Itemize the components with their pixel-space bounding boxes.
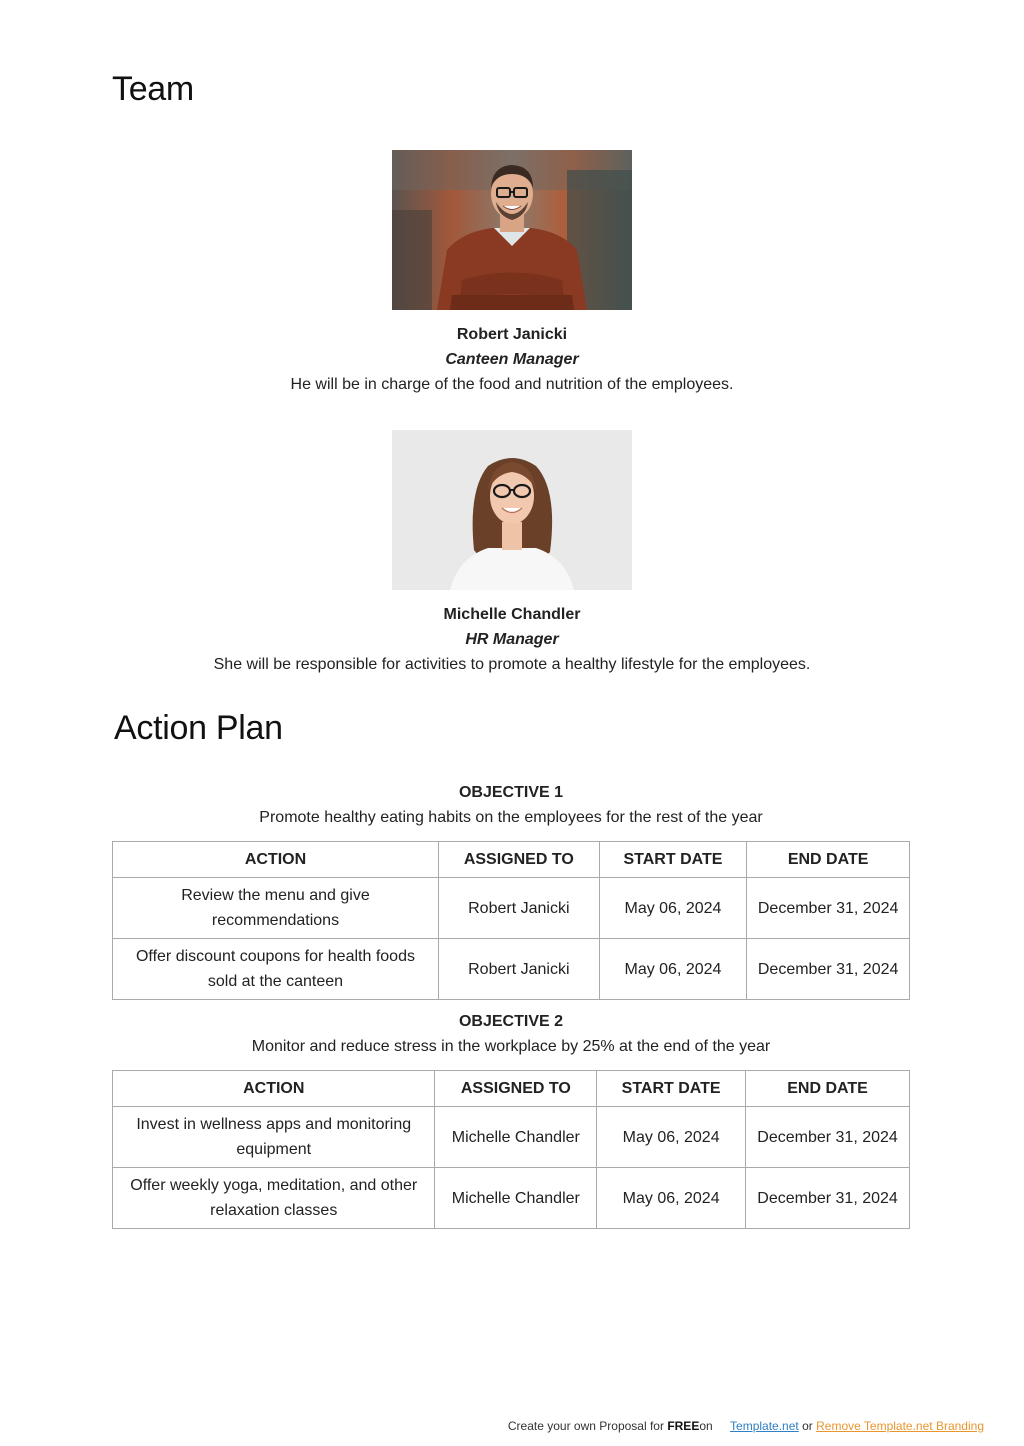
member-name: Robert Janicki [456, 326, 568, 343]
footer-free: FREE [667, 1419, 700, 1433]
member-role: Canteen Manager [445, 351, 579, 368]
objective-description: Promote healthy eating habits on the employees for the rest of the year [259, 809, 763, 826]
cell-end-date: December 31, 2024 [747, 939, 910, 1000]
table-header-row [113, 1071, 910, 1107]
footer-on: on [699, 1419, 713, 1433]
cell-start-date: May 06, 2024 [599, 939, 747, 1000]
header-assigned-to: ASSIGNED TO [438, 842, 599, 878]
member-description: She will be responsible for activities to promote a healthy lifestyle for the employees. [213, 656, 811, 673]
header-action: ACTION [113, 842, 439, 878]
cell-assigned-to: Robert Janicki [438, 939, 599, 1000]
member-photo [392, 150, 632, 310]
template-net-link[interactable]: Template.net [730, 1419, 799, 1433]
table-row [113, 1107, 910, 1168]
action-table [112, 841, 910, 1000]
table-header-row [113, 842, 910, 878]
member-description: He will be in charge of the food and nutrition of the employees. [290, 376, 734, 393]
action-table [112, 1070, 910, 1229]
header-start-date: START DATE [599, 842, 747, 878]
header-end-date: END DATE [746, 1071, 910, 1107]
cell-end-date: December 31, 2024 [746, 1107, 910, 1168]
objective-title: OBJECTIVE 1 [458, 784, 564, 801]
cell-assigned-to: Michelle Chandler [435, 1107, 597, 1168]
cell-start-date: May 06, 2024 [597, 1107, 746, 1168]
cell-action: Invest in wellness apps and monitoring equipment [113, 1107, 435, 1168]
objective-title: OBJECTIVE 2 [458, 1013, 564, 1030]
table-row [113, 939, 910, 1000]
table-row [113, 878, 910, 939]
objective-section [112, 1009, 910, 1229]
objective-section [112, 780, 910, 1000]
header-action: ACTION [113, 1071, 435, 1107]
team-member-card [112, 430, 912, 677]
cell-action: Offer discount coupons for health foods sold at the canteen [113, 939, 439, 1000]
cell-action: Review the menu and give recommendations [113, 878, 439, 939]
member-role: HR Manager [465, 631, 559, 648]
header-start-date: START DATE [597, 1071, 746, 1107]
remove-branding-link[interactable]: Remove Template.net Branding [816, 1419, 984, 1433]
team-member-card [112, 150, 912, 397]
cell-assigned-to: Robert Janicki [438, 878, 599, 939]
footer-or: or [802, 1419, 813, 1433]
objective-description: Monitor and reduce stress in the workplace by 25% at the end of the year [251, 1038, 771, 1055]
header-assigned-to: ASSIGNED TO [435, 1071, 597, 1107]
cell-action: Offer weekly yoga, meditation, and other relaxation classes [113, 1168, 435, 1229]
team-heading: Team [112, 70, 194, 108]
cell-start-date: May 06, 2024 [597, 1168, 746, 1229]
header-end-date: END DATE [747, 842, 910, 878]
cell-end-date: December 31, 2024 [746, 1168, 910, 1229]
member-name: Michelle Chandler [443, 606, 581, 623]
member-photo [392, 430, 632, 590]
action-plan-heading: Action Plan [114, 709, 283, 747]
cell-start-date: May 06, 2024 [599, 878, 747, 939]
branding-footer [508, 1419, 984, 1433]
cell-end-date: December 31, 2024 [747, 878, 910, 939]
footer-prefix: Create your own Proposal for [507, 1419, 668, 1433]
cell-assigned-to: Michelle Chandler [435, 1168, 597, 1229]
table-row [113, 1168, 910, 1229]
